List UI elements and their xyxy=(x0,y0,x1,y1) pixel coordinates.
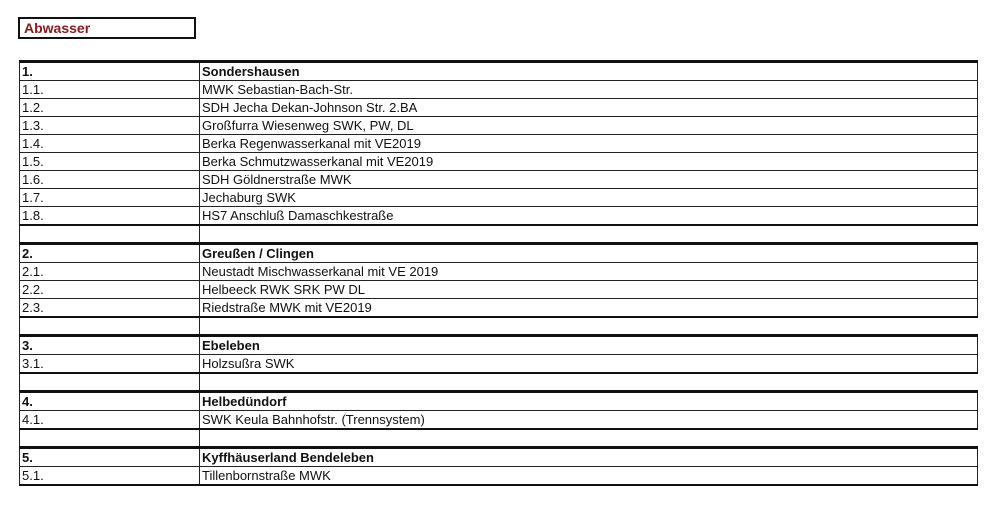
item-text: SDH Jecha Dekan-Johnson Str. 2.BA xyxy=(200,99,978,117)
item-number: 1.1. xyxy=(20,81,200,99)
table-row xyxy=(20,81,978,99)
item-number: 1.2. xyxy=(20,99,200,117)
section-name: Greußen / Clingen xyxy=(200,244,978,263)
spacer-cell xyxy=(20,225,200,244)
item-text: Neustadt Mischwasserkanal mit VE 2019 xyxy=(200,263,978,281)
item-text: Jechaburg SWK xyxy=(200,189,978,207)
table-row xyxy=(20,263,978,281)
spacer-cell xyxy=(200,373,978,392)
spacer-row xyxy=(20,225,978,244)
table-row xyxy=(20,411,978,430)
section-header-row xyxy=(20,448,978,467)
section-header-row xyxy=(20,336,978,355)
section-name: Sondershausen xyxy=(200,62,978,81)
table-row xyxy=(20,281,978,299)
section-number: 1. xyxy=(20,62,200,81)
table-row xyxy=(20,135,978,153)
section-number: 2. xyxy=(20,244,200,263)
item-number: 2.2. xyxy=(20,281,200,299)
section-name: Kyffhäuserland Bendeleben xyxy=(200,448,978,467)
wastewater-table-body xyxy=(20,62,978,486)
item-text: Großfurra Wiesenweg SWK, PW, DL xyxy=(200,117,978,135)
spacer-row xyxy=(20,373,978,392)
spacer-row xyxy=(20,317,978,336)
section-header-row xyxy=(20,392,978,411)
spacer-cell xyxy=(20,373,200,392)
spacer-cell xyxy=(200,225,978,244)
spacer-cell xyxy=(200,317,978,336)
item-text: Berka Schmutzwasserkanal mit VE2019 xyxy=(200,153,978,171)
spacer-row xyxy=(20,429,978,448)
item-number: 1.8. xyxy=(20,207,200,226)
item-text: SDH Göldnerstraße MWK xyxy=(200,171,978,189)
item-number: 1.4. xyxy=(20,135,200,153)
item-number: 2.3. xyxy=(20,299,200,318)
document-title: Abwasser xyxy=(18,17,196,39)
section-header-row xyxy=(20,244,978,263)
item-number: 1.3. xyxy=(20,117,200,135)
spacer-cell xyxy=(20,317,200,336)
item-text: Riedstraße MWK mit VE2019 xyxy=(200,299,978,318)
table-row xyxy=(20,299,978,318)
item-text: Helbeeck RWK SRK PW DL xyxy=(200,281,978,299)
item-text: Tillenbornstraße MWK xyxy=(200,467,978,486)
item-number: 1.6. xyxy=(20,171,200,189)
table-row xyxy=(20,467,978,486)
item-text: Berka Regenwasserkanal mit VE2019 xyxy=(200,135,978,153)
item-number: 2.1. xyxy=(20,263,200,281)
section-header-row xyxy=(20,62,978,81)
table-row xyxy=(20,153,978,171)
section-number: 3. xyxy=(20,336,200,355)
section-name: Helbedündorf xyxy=(200,392,978,411)
item-number: 4.1. xyxy=(20,411,200,430)
item-number: 5.1. xyxy=(20,467,200,486)
item-text: MWK Sebastian-Bach-Str. xyxy=(200,81,978,99)
table-row xyxy=(20,189,978,207)
section-name: Ebeleben xyxy=(200,336,978,355)
item-number: 1.7. xyxy=(20,189,200,207)
item-number: 1.5. xyxy=(20,153,200,171)
item-number: 3.1. xyxy=(20,355,200,374)
table-row xyxy=(20,171,978,189)
section-number: 5. xyxy=(20,448,200,467)
spacer-cell xyxy=(200,429,978,448)
item-text: HS7 Anschluß Damaschkestraße xyxy=(200,207,978,226)
item-text: Holzsußra SWK xyxy=(200,355,978,374)
table-row xyxy=(20,99,978,117)
table-row xyxy=(20,355,978,374)
spacer-cell xyxy=(20,429,200,448)
section-number: 4. xyxy=(20,392,200,411)
table-row xyxy=(20,207,978,226)
wastewater-table xyxy=(19,60,978,486)
item-text: SWK Keula Bahnhofstr. (Trennsystem) xyxy=(200,411,978,430)
table-row xyxy=(20,117,978,135)
